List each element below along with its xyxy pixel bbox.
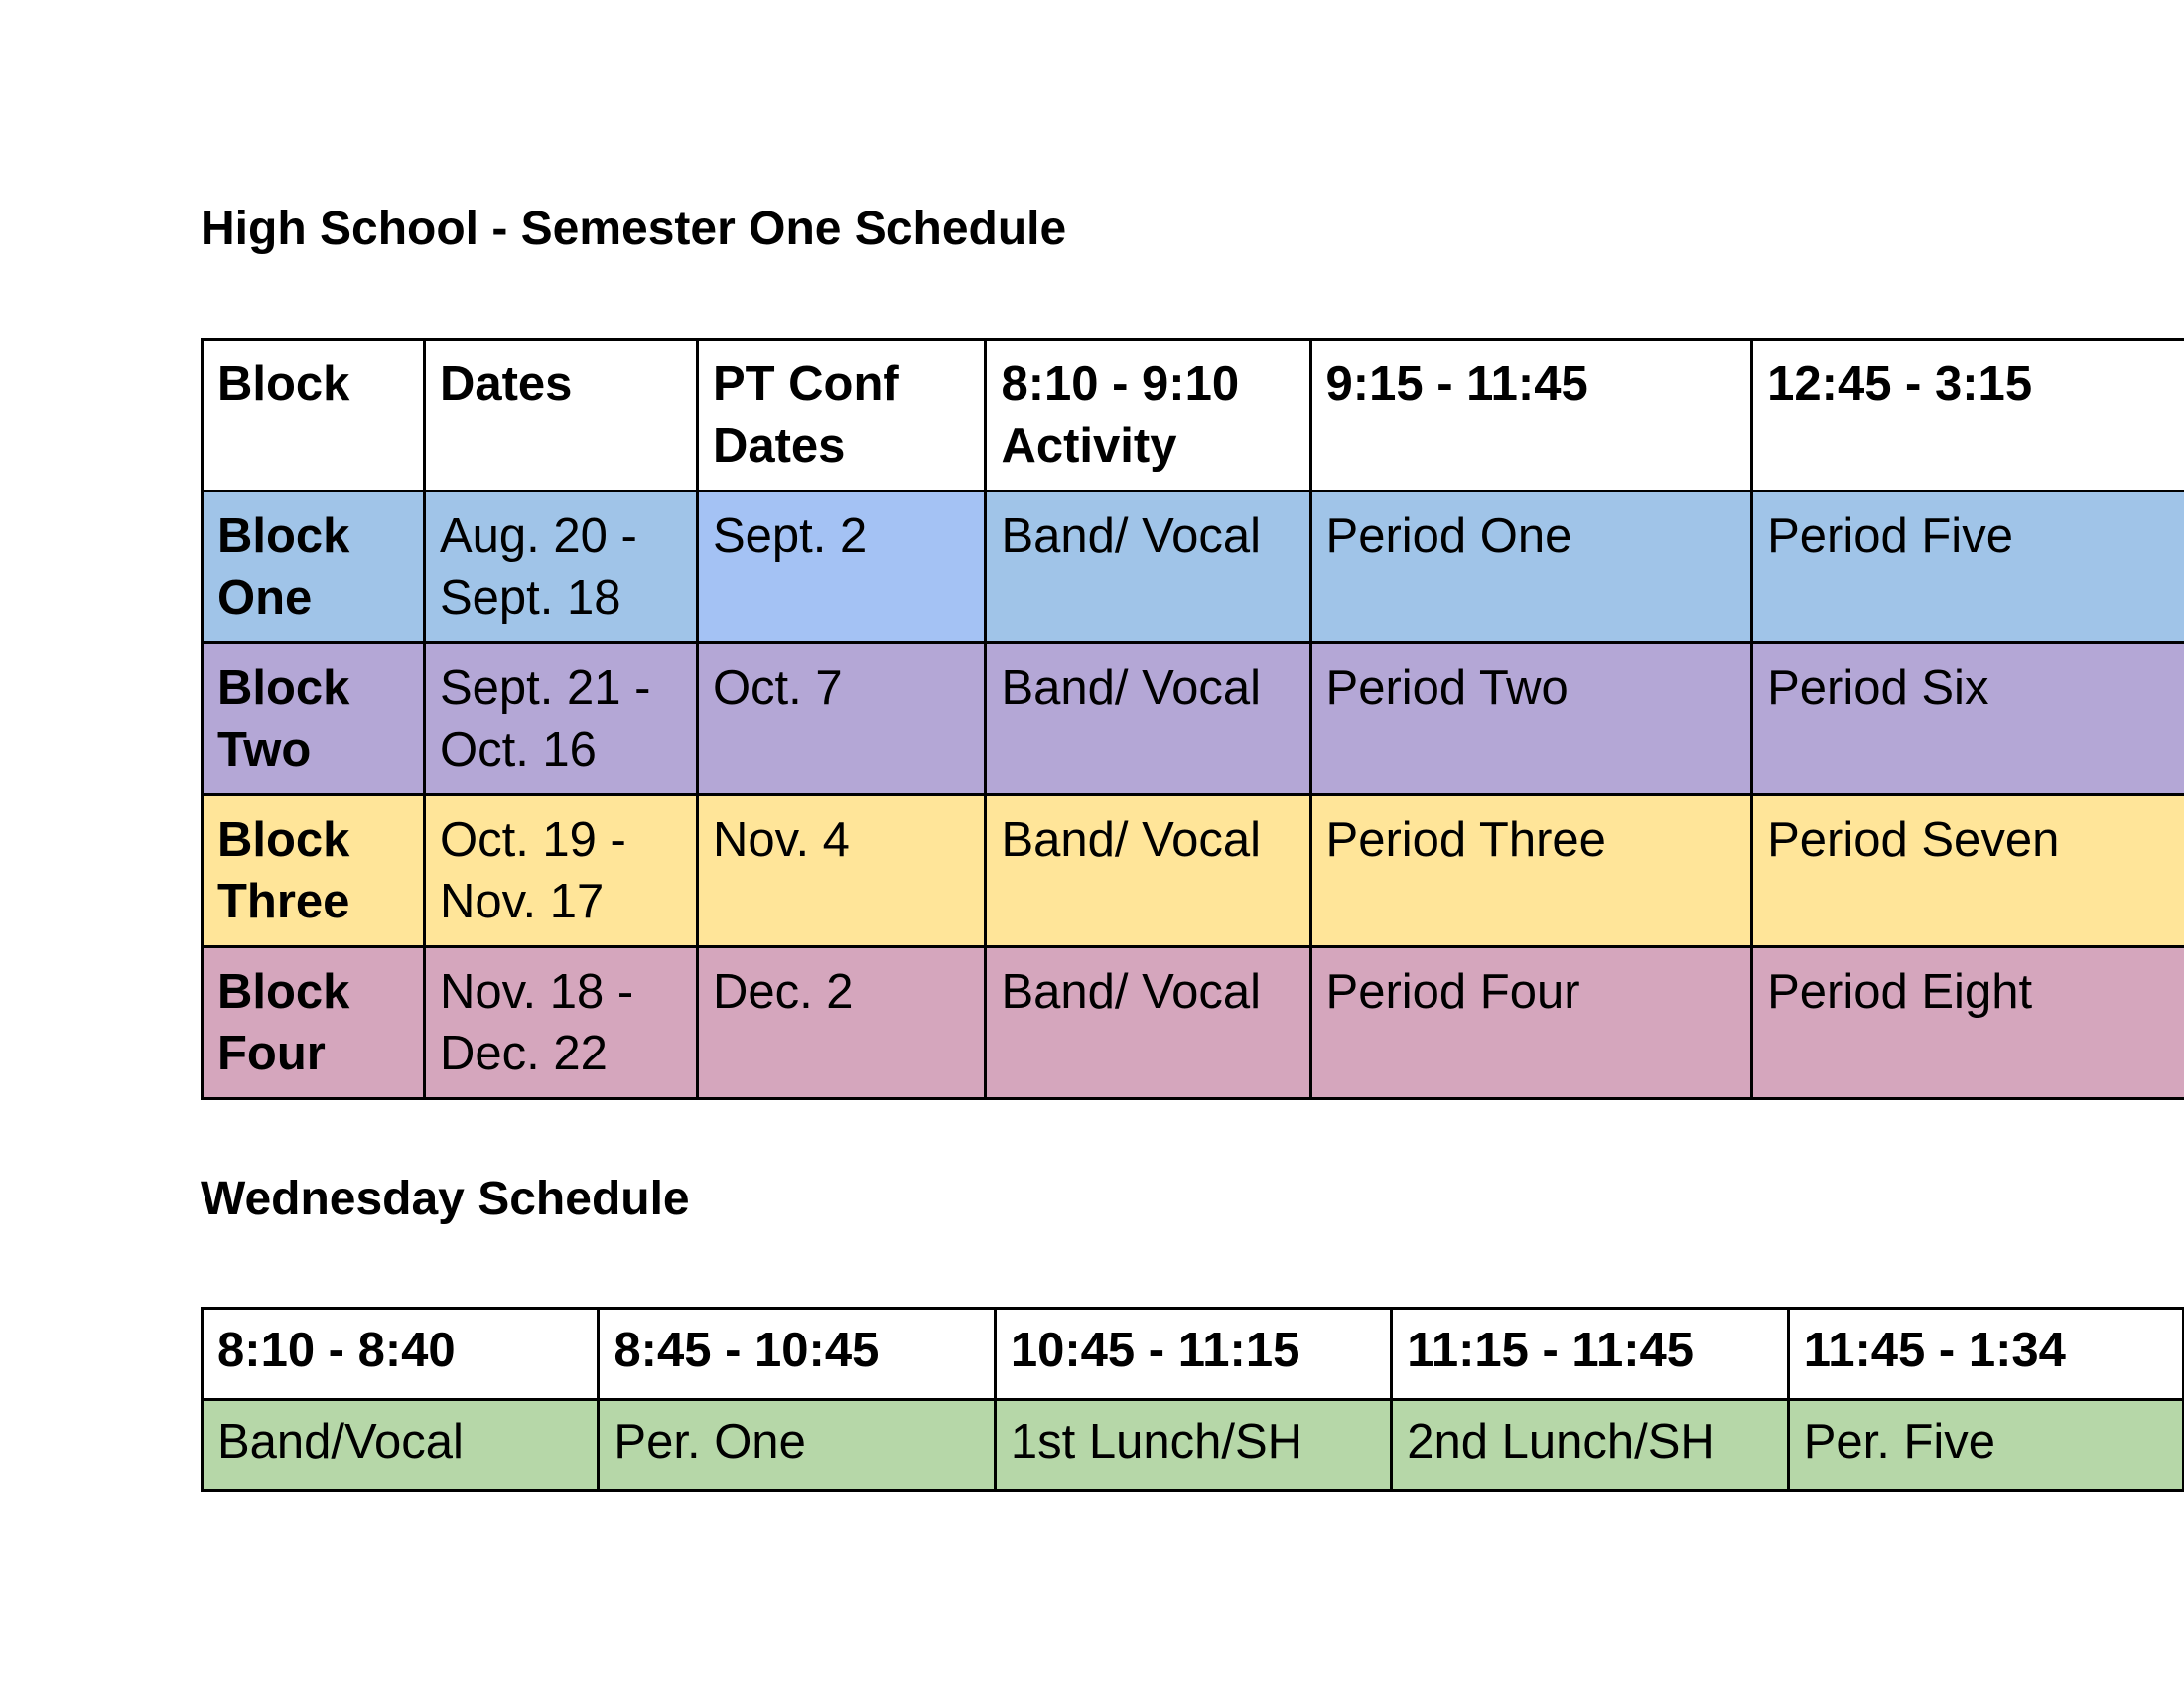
semester-schedule-table [201, 338, 2184, 1100]
wednesday-header-time: 11:45 - 1:34 [1788, 1309, 2183, 1400]
table-row-block-three [203, 795, 2184, 947]
pt-conf-date: Sept. 2 [697, 492, 986, 643]
afternoon-period: Period Eight [1752, 947, 2184, 1099]
wednesday-header-time: 8:45 - 10:45 [599, 1309, 995, 1400]
pt-conf-date: Dec. 2 [697, 947, 986, 1099]
header-morning: 9:15 - 11:45 [1310, 340, 1752, 492]
morning-period: Period Three [1310, 795, 1752, 947]
table-row-block-one [203, 492, 2184, 643]
morning-period: Period Four [1310, 947, 1752, 1099]
header-pt-conf-dates: PT Conf Dates [697, 340, 986, 492]
activity: Band/ Vocal [986, 492, 1310, 643]
wednesday-header-time: 11:15 - 11:45 [1392, 1309, 1788, 1400]
wednesday-header-time: 10:45 - 11:15 [995, 1309, 1391, 1400]
table-row-block-two [203, 643, 2184, 795]
wednesday-schedule-table [201, 1307, 2184, 1492]
block-dates: Sept. 21 - Oct. 16 [424, 643, 697, 795]
header-afternoon: 12:45 - 3:15 [1752, 340, 2184, 492]
block-name: Block Two [203, 643, 425, 795]
block-dates: Nov. 18 - Dec. 22 [424, 947, 697, 1099]
afternoon-period: Period Five [1752, 492, 2184, 643]
wednesday-header-row [203, 1309, 2184, 1400]
afternoon-period: Period Six [1752, 643, 2184, 795]
block-name: Block Three [203, 795, 425, 947]
wednesday-schedule-title: Wednesday Schedule [201, 1173, 690, 1225]
wednesday-activity-row [203, 1400, 2184, 1491]
pt-conf-date: Nov. 4 [697, 795, 986, 947]
block-dates: Oct. 19 - Nov. 17 [424, 795, 697, 947]
semester-schedule-title: High School - Semester One Schedule [201, 203, 1067, 255]
block-name: Block One [203, 492, 425, 643]
wednesday-activity: Per. One [599, 1400, 995, 1491]
activity: Band/ Vocal [986, 643, 1310, 795]
activity: Band/ Vocal [986, 795, 1310, 947]
morning-period: Period One [1310, 492, 1752, 643]
wednesday-activity: 1st Lunch/SH [995, 1400, 1391, 1491]
semester-header-row [203, 340, 2184, 492]
pt-conf-date: Oct. 7 [697, 643, 986, 795]
header-block: Block [203, 340, 425, 492]
block-dates: Aug. 20 - Sept. 18 [424, 492, 697, 643]
header-dates: Dates [424, 340, 697, 492]
wednesday-header-time: 8:10 - 8:40 [203, 1309, 599, 1400]
table-row-block-four [203, 947, 2184, 1099]
wednesday-activity: 2nd Lunch/SH [1392, 1400, 1788, 1491]
header-activity: 8:10 - 9:10 Activity [986, 340, 1310, 492]
wednesday-activity: Band/Vocal [203, 1400, 599, 1491]
block-name: Block Four [203, 947, 425, 1099]
activity: Band/ Vocal [986, 947, 1310, 1099]
afternoon-period: Period Seven [1752, 795, 2184, 947]
wednesday-activity: Per. Five [1788, 1400, 2183, 1491]
morning-period: Period Two [1310, 643, 1752, 795]
